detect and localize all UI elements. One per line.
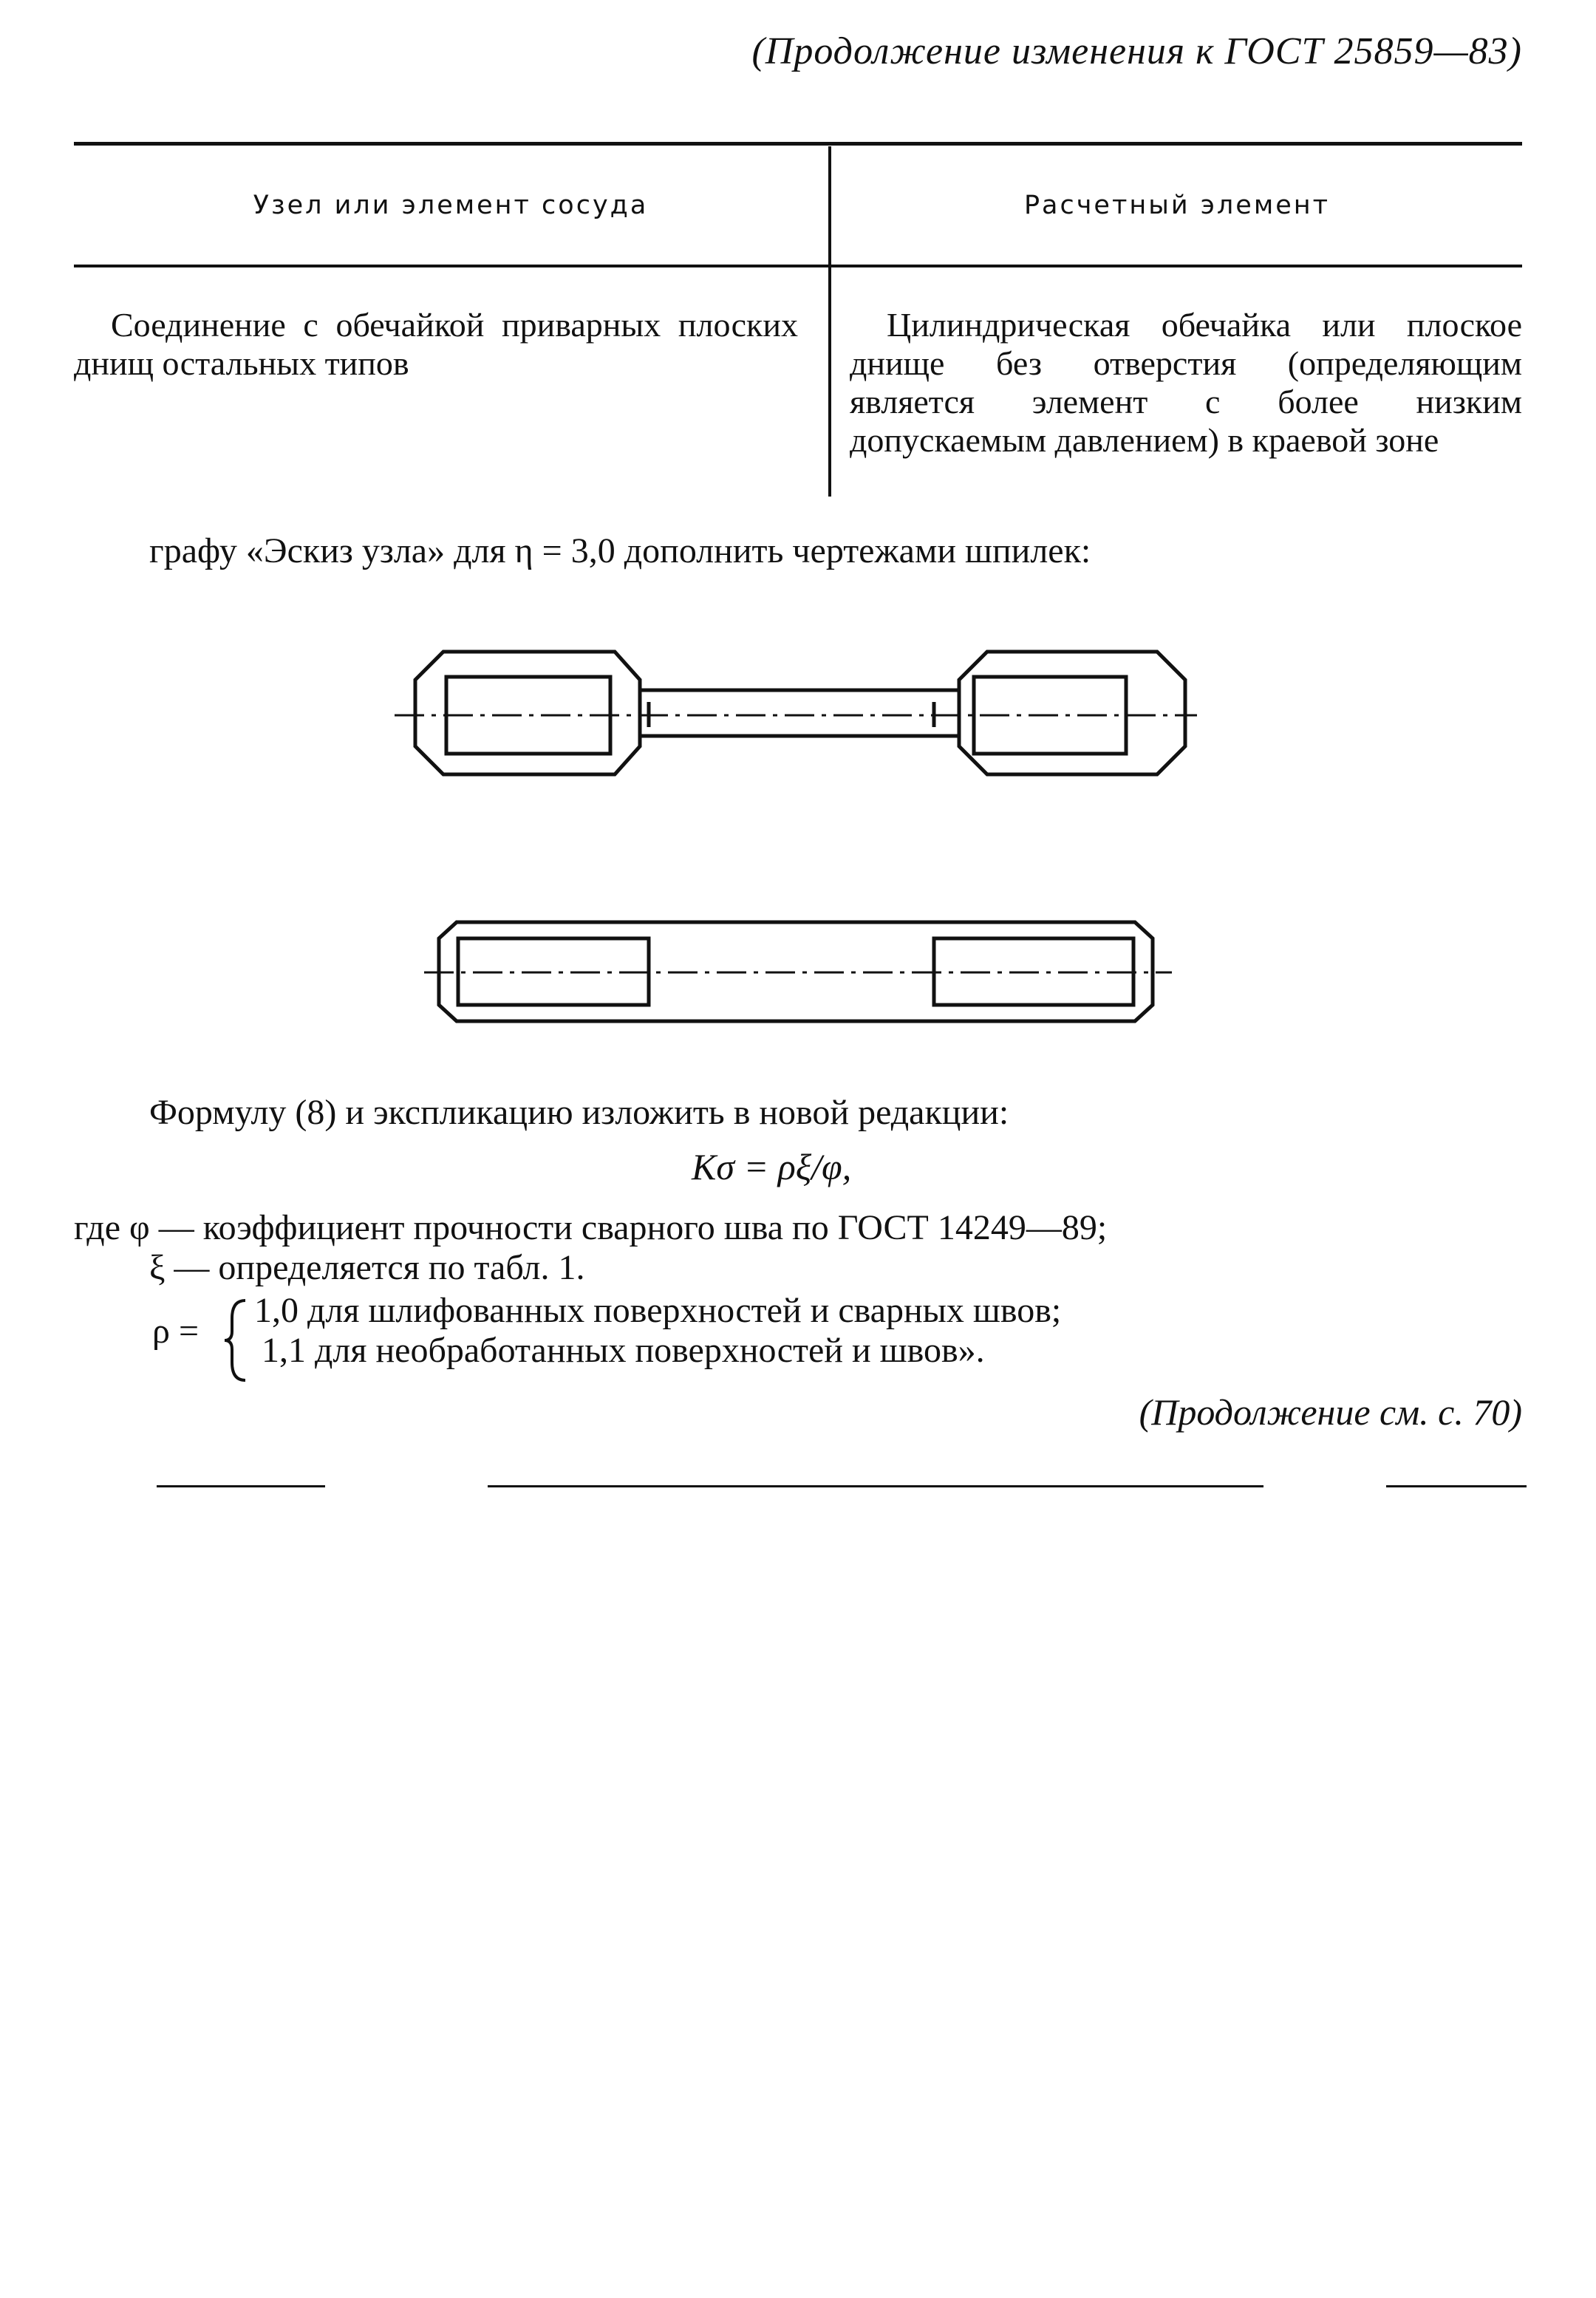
rho-case-2: 1,1 для необработанных поверхностей и швов». — [262, 1331, 985, 1370]
stud-drawings — [0, 0, 1596, 1108]
footer-rule-left — [157, 1485, 325, 1487]
row-col1-cell: Соединение с обечайкой приварных плоских днищ остальных типов — [74, 306, 798, 382]
rho-label: ρ = — [152, 1312, 200, 1351]
explication-xi: ξ — определяется по табл. 1. — [149, 1248, 585, 1287]
sketch-instruction: графу «Эскиз узла» для η = 3,0 дополнить чертежами шпилек: — [149, 531, 1091, 570]
explication-phi: где φ — коэффициент прочности сварного шва по ГОСТ 14249—89; — [74, 1208, 1108, 1247]
row-col2-cell: Цилиндрическая обечайка или плоское днище без отверстия (определяющим является элемент с более низким допускаемым давлением) в краевой зоне — [850, 306, 1522, 459]
footer-rule-center — [488, 1485, 1264, 1487]
rho-case-1: 1,0 для шлифованных поверхностей и сварных швов; — [254, 1291, 1062, 1330]
col1-header: Узел или элемент сосуда — [253, 191, 649, 220]
formula-k-sigma: Kσ = ρξ/φ, — [692, 1146, 852, 1187]
col2-header: Расчетный элемент — [1023, 191, 1331, 220]
stud-drawing-1 — [395, 652, 1197, 774]
formula-instruction: Формулу (8) и экспликацию изложить в новой редакции: — [149, 1093, 1009, 1132]
rho-brace-icon — [222, 1296, 251, 1385]
running-header: (Продолжение изменения к ГОСТ 25859—83) — [751, 30, 1522, 72]
stud-drawing-2 — [424, 922, 1172, 1021]
footer-rule-right — [1386, 1485, 1527, 1487]
continuation-note: (Продолжение см. с. 70) — [1139, 1391, 1522, 1433]
